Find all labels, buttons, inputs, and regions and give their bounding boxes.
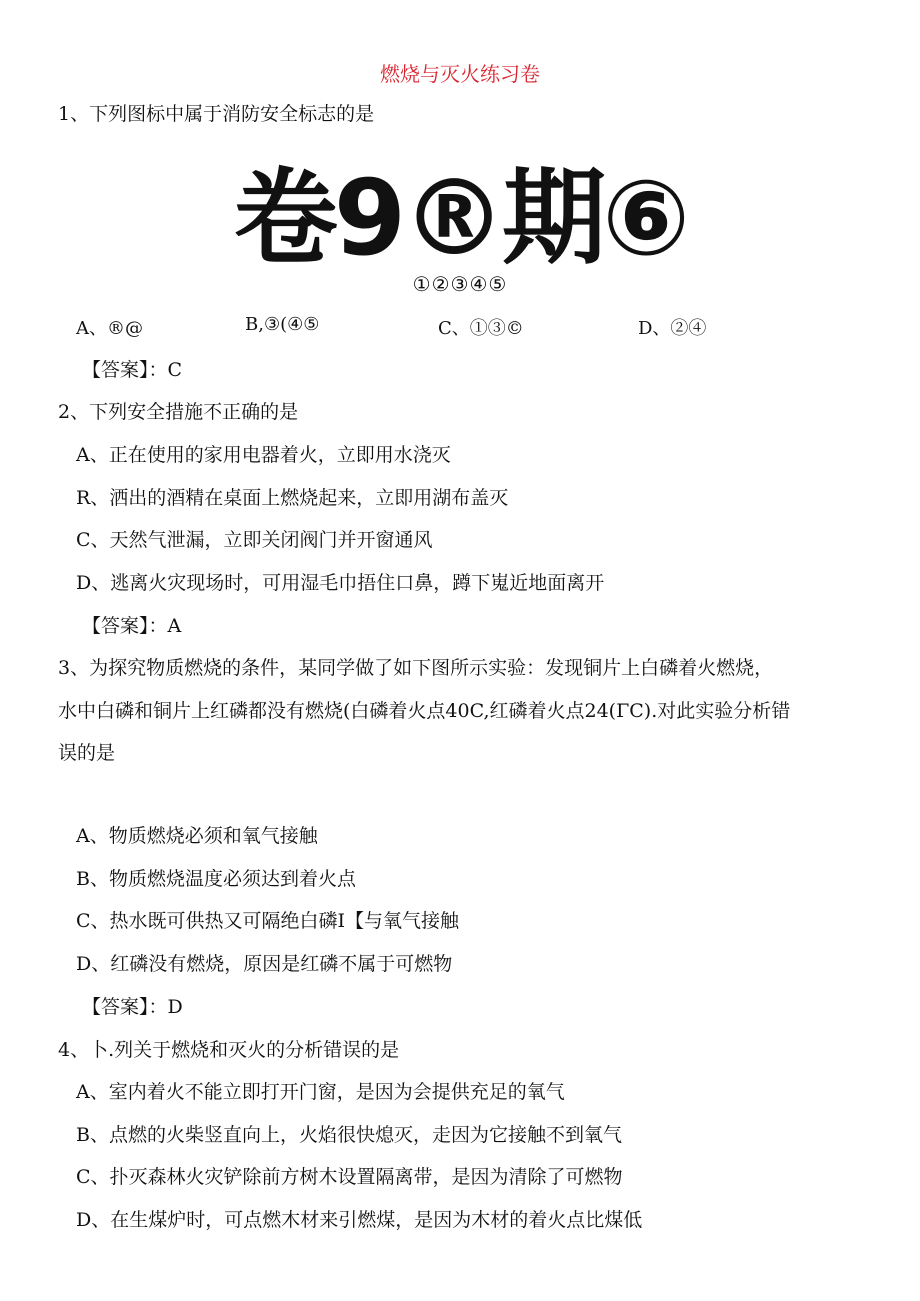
icon-numbers: ①②③④⑤ — [412, 272, 508, 296]
safety-sign-icons: 卷9®期⑥ — [233, 157, 687, 279]
q1-answer: 【答案】：C — [82, 359, 183, 381]
question-2-stem: 2、下列安全措施不正确的是 — [58, 401, 299, 423]
q3-option-a: A、物质燃烧必须和氧气接触 — [76, 825, 318, 847]
question-1-stem: 1、下列图标中属于消防安全标志的是 — [58, 103, 375, 125]
q3-answer: 【答案】：D — [82, 996, 183, 1018]
q2-option-d: D、逃离火灾现场时，可用湿毛巾捂住口鼻，蹲下嵬近地面离开 — [76, 572, 605, 594]
q3-option-d: D、红磷没有燃烧，原因是红磷不属于可燃物 — [76, 953, 453, 975]
q2-answer: 【答案】：A — [82, 615, 182, 637]
q1-option-a: A、®@ — [76, 318, 143, 339]
question-4-stem: 4、卜.列关于燃烧和灭火的分析错误的是 — [58, 1039, 400, 1061]
q4-option-a: A、室内着火不能立即打开门窗，是因为会提供充足的氧气 — [76, 1081, 565, 1103]
page-title: 燃烧与灭火练习卷 — [380, 62, 540, 86]
q3-option-b: B、物质燃烧温度必须达到着火点 — [76, 868, 356, 890]
q1-option-d: D、②④ — [638, 318, 707, 339]
q2-option-b: R、洒出的酒精在桌面上燃烧起来，立即用湖布盖灭 — [76, 487, 509, 509]
q4-option-d: D、在生煤炉时，可点燃木材来引燃煤，是因为木材的着火点比煤低 — [76, 1209, 643, 1231]
q4-option-c: C、扑灭森林火灾铲除前方树木设置隔离带，是因为清除了可燃物 — [76, 1166, 623, 1188]
q4-option-b: B、点燃的火柴竖直向上，火焰很快熄灭，走因为它接触不到氧气 — [76, 1124, 622, 1146]
question-3-stem-line-2: 水中白磷和铜片上红磷都没有燃烧(白磷着火点40C,红磷着火点24(ΓC).对此实验分析错 — [58, 700, 791, 722]
q1-option-c: C、①③© — [438, 318, 524, 339]
q2-option-a: A、正在使用的家用电器着火，立即用水浇灭 — [76, 444, 451, 466]
question-3-stem-line-1: 3、为探究物质燃烧的条件，某同学做了如下图所示实验：发现铜片上白磷着火燃烧， — [58, 657, 774, 679]
q2-option-c: C、天然气泄漏，立即关闭阀门并开窗通风 — [76, 529, 433, 551]
question-3-stem-line-3: 误的是 — [58, 742, 116, 764]
q3-option-c: C、热水既可供热又可隔绝白磷I【与氧气接触 — [76, 910, 460, 932]
q1-option-b: B,③(④⑤ — [245, 314, 320, 335]
